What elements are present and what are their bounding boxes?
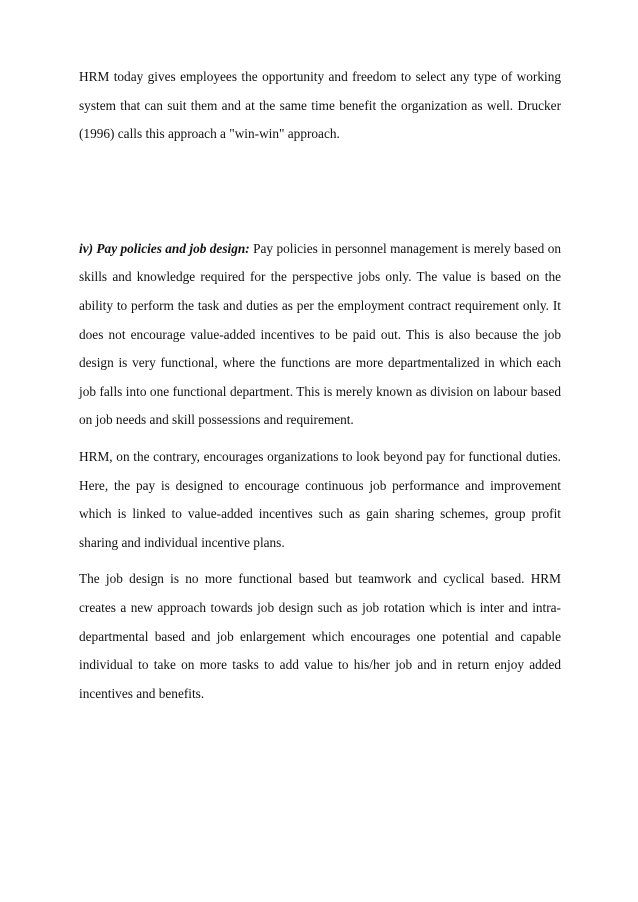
- pay-policies-paragraph: [79, 235, 561, 435]
- intro-paragraph: HRM today gives employees the opportunity and freedom to select any type of working system that can suit them and at the same time benefit the organization as well. Drucker (1996) calls this approach a "win-win" approach.: [79, 69, 561, 142]
- section-spacer: [79, 149, 561, 235]
- pay-policies-heading: iv) Pay policies and job design:: [79, 240, 250, 256]
- job-design-paragraph: The job design is no more functional based but teamwork and cyclical based. HRM creates a new approach towards job design such as job rotation which is inter and intra-departmental based and job enlargement which encourages one potential and capable individual to take on more tasks to add value to his/her job and in return enjoy added incentives and benefits.: [79, 571, 561, 701]
- document-page: [79, 63, 561, 708]
- hrm-contrary-paragraph: HRM, on the contrary, encourages organizations to look beyond pay for functional duties. Here, the pay is designed to encourage continuous job performance and improvement which is linked to value-added incentives such as gain sharing schemes, group profit sharing and individual incentive plans.: [79, 448, 561, 550]
- pay-policies-body: Pay policies in personnel management is merely based on skills and knowledge required for the perspective jobs only. The value is based on the ability to perform the task and duties as per the employment contract requirement only. It does not encourage value-added incentives to be paid out. This is also because the job design is very functional, where the functions are more departmentalized in which each job falls into one functional department. This is merely known as division on labour based on job needs and skill possessions and requirement.: [79, 240, 561, 428]
